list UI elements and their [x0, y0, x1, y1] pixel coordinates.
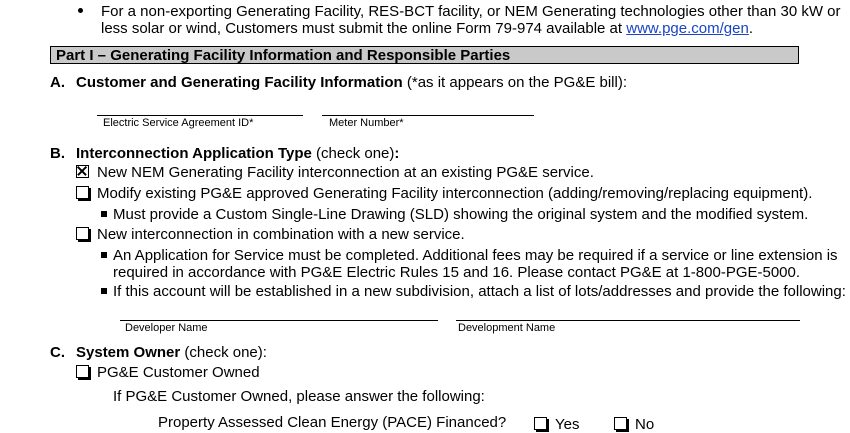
option-customer-owned[interactable]: PG&E Customer Owned — [76, 364, 260, 381]
new-service-note-1-cont: required in accordance with PG&E Electric Rules 15 and 16. Please contact PG&E at 1-800-PGE-5000. — [113, 264, 801, 281]
new-service-note-1: An Application for Service must be completed. Additional fees may be required if a service or line extension is — [101, 247, 838, 264]
pace-no-option[interactable]: No — [614, 416, 654, 433]
esa-id-field[interactable] — [97, 115, 303, 116]
new-service-note-2: If this account will be established in a new subdivision, attach a list of lots/addresses and provide the following: — [101, 283, 846, 300]
checkbox-checked-icon[interactable] — [76, 165, 89, 178]
option-modify-existing[interactable]: Modify existing PG&E approved Generating Facility interconnection (adding/removing/replacing equipment). — [76, 185, 812, 202]
bullet-icon — [78, 8, 83, 13]
intro-line-2: less solar or wind, Customers must submit the online Form 79-974 available at www.pge.com/gen. — [101, 20, 753, 37]
pace-yes-option[interactable]: Yes — [534, 416, 579, 433]
section-c-heading: System Owner (check one): — [76, 344, 267, 361]
part1-title: Part I – Generating Facility Information and Responsible Parties — [56, 47, 511, 64]
meter-number-field[interactable] — [322, 115, 534, 116]
checkbox-icon[interactable] — [76, 186, 89, 199]
modify-sld-note: Must provide a Custom Single-Line Drawing (SLD) showing the original system and the modified system. — [101, 206, 808, 223]
option-new-service[interactable]: New interconnection in combination with a new service. — [76, 226, 465, 243]
checkbox-icon[interactable] — [534, 417, 547, 430]
developer-name-label: Developer Name — [125, 322, 208, 334]
checkbox-icon[interactable] — [614, 417, 627, 430]
option-new-nem[interactable]: New NEM Generating Facility interconnection at an existing PG&E service. — [76, 164, 594, 181]
pace-question: Property Assessed Clean Energy (PACE) Financed? — [158, 414, 507, 431]
customer-owned-followup: If PG&E Customer Owned, please answer the following: — [113, 388, 485, 405]
section-b-letter: B. — [50, 145, 65, 162]
section-a-heading: Customer and Generating Facility Information (*as it appears on the PG&E bill): — [76, 74, 627, 91]
section-b-heading: Interconnection Application Type (check one): — [76, 145, 400, 162]
checkbox-icon[interactable] — [76, 365, 89, 378]
square-bullet-icon — [101, 288, 107, 294]
development-name-label: Development Name — [458, 322, 556, 334]
development-name-field[interactable] — [456, 320, 800, 321]
square-bullet-icon — [101, 211, 107, 217]
section-a-letter: A. — [50, 74, 65, 91]
esa-id-label: Electric Service Agreement ID* — [103, 117, 254, 129]
checkbox-icon[interactable] — [76, 227, 89, 240]
square-bullet-icon — [101, 252, 107, 258]
intro-line-1: For a non-exporting Generating Facility, RES-BCT facility, or NEM Generating technologies other than 30 kW or — [101, 3, 841, 20]
pge-gen-link[interactable]: www.pge.com/gen — [626, 20, 749, 37]
developer-name-field[interactable] — [120, 320, 438, 321]
section-c-letter: C. — [50, 344, 65, 361]
meter-number-label: Meter Number* — [329, 117, 404, 129]
